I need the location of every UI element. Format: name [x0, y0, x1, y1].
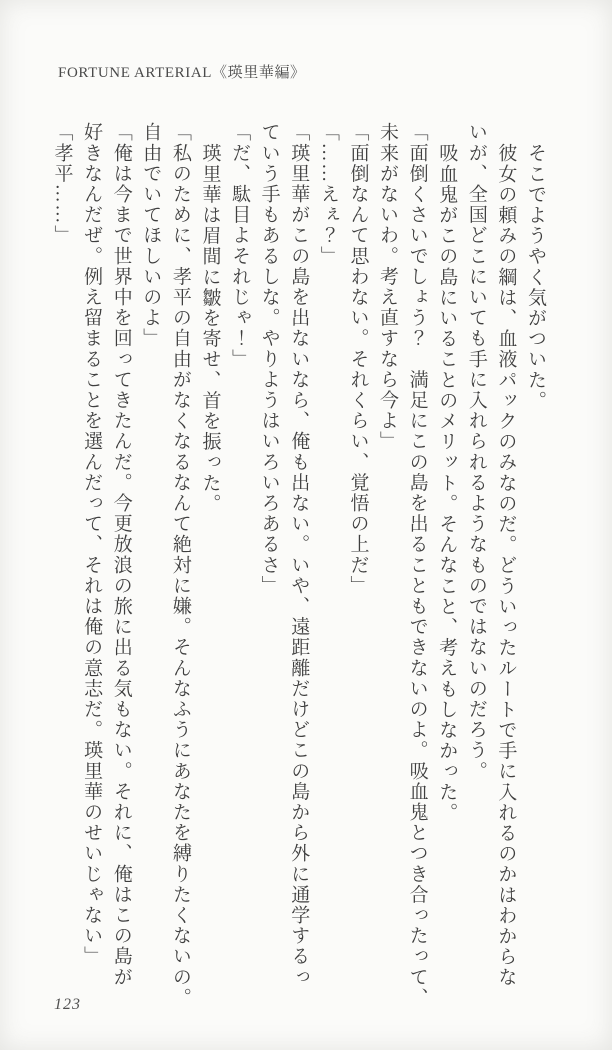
text-line: いが、全国どこにいても手に入れられるようなものではないのだろう。	[465, 122, 487, 782]
text-line: 吸血鬼がこの島にいることのメリット。そんなこと、考えもしなかった。	[436, 142, 458, 823]
text-line: 「俺は今まで世界中を回ってきたんだ。今更放浪の旅に出る気もない。それに、俺はこの島が	[110, 122, 132, 988]
running-header: FORTUNE ARTERIAL《瑛里華編》	[58, 65, 306, 81]
text-line: 未来がないわ。考え直すなら今よ」	[377, 122, 399, 452]
page-number: 123	[54, 996, 81, 1013]
text-line: 好きなんだぜ。例え留まることを選んだって、それは俺の意志だ。瑛里華のせいじゃない」	[81, 122, 103, 967]
text-line: 「面倒なんて思わない。それくらい、覚悟の上だ」	[347, 122, 369, 596]
text-line: 「面倒くさいでしょう？ 満足にこの島を出ることもできないのよ。吸血鬼とつき合ったって、	[406, 122, 428, 1008]
text-line: 瑛里華は眉間に皺を寄せ、首を振った。	[199, 142, 221, 514]
text-line: 自由でいてほしいのよ」	[140, 122, 162, 349]
text-line: 「だ、駄目よそれじゃ！」	[229, 122, 251, 370]
text-line: 「瑛里華がこの島を出ないなら、俺も出ない。いや、遠距離だけどこの島から外に通学するっ	[288, 122, 310, 988]
text-line: 「孝平……」	[51, 122, 73, 246]
text-line: そこでようやく気がついた。	[525, 142, 546, 411]
page-body-text	[47, 122, 550, 1014]
text-line: 彼女の頼みの綱は、血液パックのみなのだ。どういったルートで手に入れるのかはわからな	[495, 142, 517, 988]
text-line: 「……えぇ？」	[317, 122, 339, 267]
text-line: 「私のために、孝平の自由がなくなるなんて絶対に嫌。そんなふうにあなたを縛りたくないの。	[169, 122, 191, 1008]
text-line: ていう手もあるしな。やりようはいろいろあるさ」	[258, 122, 280, 596]
